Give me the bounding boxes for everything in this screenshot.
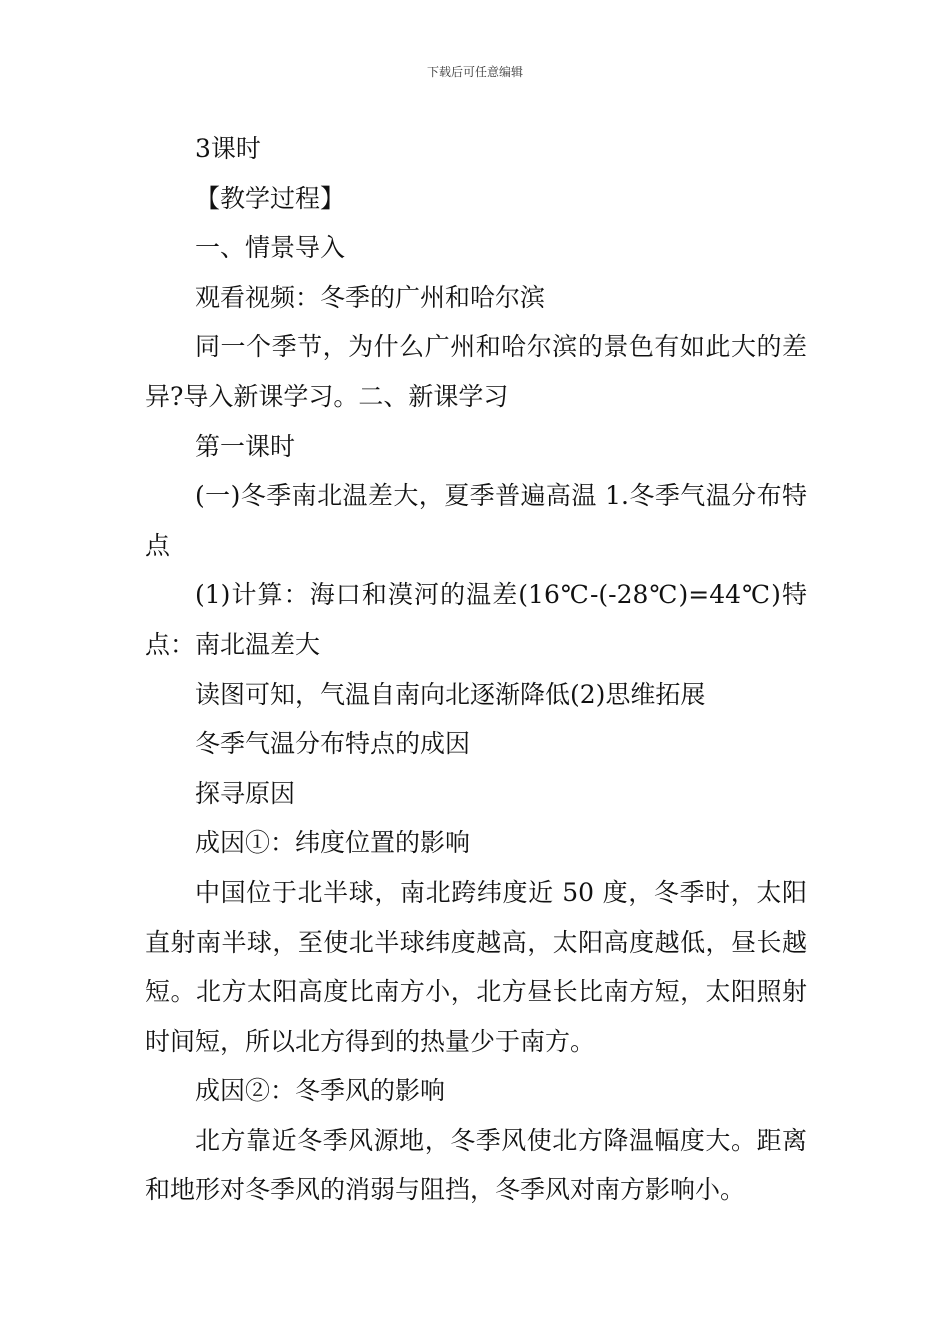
paragraph-calculation: (1)计算：海口和漠河的温差(16℃-(-28℃)=44℃)特点：南北温差大	[145, 580, 807, 659]
document-body	[145, 124, 807, 1215]
paragraph-explore: 探寻原因	[195, 778, 296, 808]
page-header: 下载后可任意编辑	[426, 65, 523, 79]
paragraph-cause-1: 成因①：纬度位置的影响	[195, 828, 471, 858]
paragraph-question: 同一个季节，为什么广州和哈尔滨的景色有如此大的差异?导入新课学习。二、新课学习	[145, 332, 807, 411]
lesson-duration: 3课时	[195, 134, 261, 163]
paragraph-winter-temperature: (一)冬季南北温差大，夏季普遍高温 1.冬季气温分布特点	[145, 481, 807, 560]
paragraph-cause-1-detail: 中国位于北半球，南北跨纬度近 50 度，冬季时，太阳直射南半球，至使北半球纬度越高，太阳高度越低，昼长越短。北方太阳高度比南方小，北方昼长比南方短，太阳照射时间短，所以北方得到的热量少于南方。	[145, 877, 807, 1056]
paragraph-video: 观看视频：冬季的广州和哈尔滨	[195, 282, 546, 312]
section-heading-teaching-process: 【教学过程】	[195, 183, 346, 213]
paragraph-first-lesson: 第一课时	[195, 431, 296, 461]
paragraph-cause-2: 成因②：冬季风的影响	[195, 1076, 446, 1106]
section-heading-introduction: 一、情景导入	[195, 233, 346, 263]
paragraph-causes-title: 冬季气温分布特点的成因	[195, 729, 471, 759]
paragraph-map-reading: 读图可知，气温自南向北逐渐降低(2)思维拓展	[195, 679, 706, 709]
paragraph-cause-2-detail: 北方靠近冬季风源地，冬季风使北方降温幅度大。距离和地形对冬季风的消弱与阻挡，冬季风对南方影响小。	[145, 1125, 807, 1205]
